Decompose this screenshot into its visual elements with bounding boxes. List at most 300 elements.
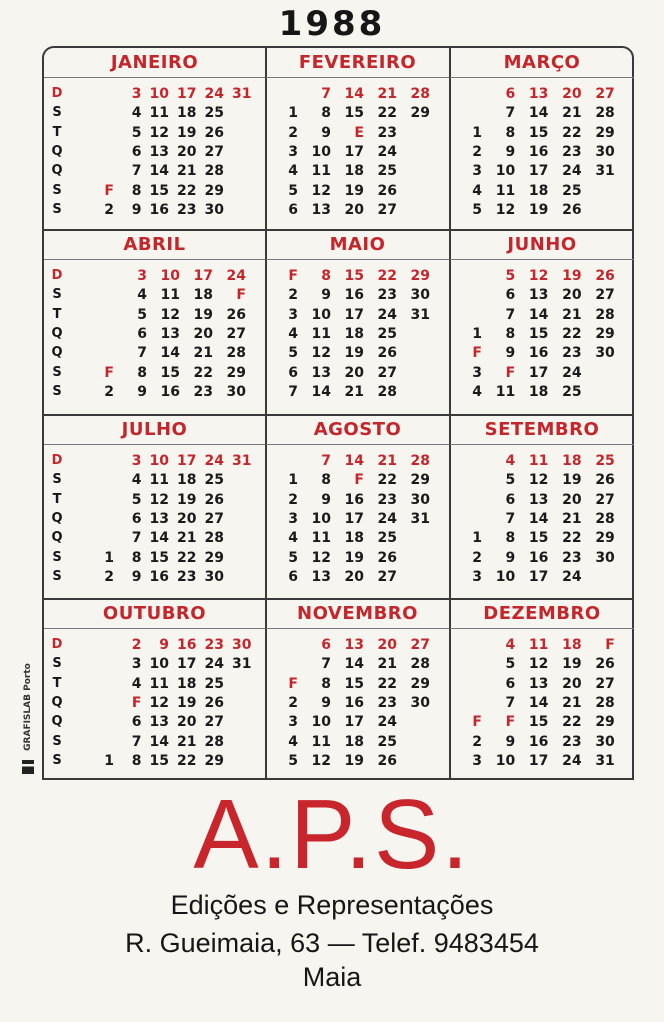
weekday-label: S (52, 549, 62, 565)
month-name: DEZEMBRO (483, 603, 601, 624)
day-cell: 29 (595, 124, 615, 141)
day-cell: 19 (193, 306, 213, 323)
weekday-label: S (52, 656, 62, 672)
weekday-label: T (52, 124, 62, 140)
day-cell: 14 (160, 345, 180, 362)
day-cell: 30 (595, 345, 615, 362)
day-cell: 27 (204, 714, 224, 731)
day-cell: 16 (344, 491, 364, 508)
day-cell: 23 (377, 694, 397, 711)
month-name: MAIO (329, 234, 386, 255)
day-cell: 23 (177, 568, 197, 585)
day-cell: F (505, 364, 516, 381)
day-cell: 4 (505, 453, 516, 469)
day-cell: 6 (131, 510, 142, 527)
month-name: JULHO (121, 419, 188, 440)
day-cell: 21 (377, 656, 397, 673)
day-cell: 5 (131, 124, 142, 141)
day-cell: 16 (528, 143, 549, 160)
day-cell: 3 (472, 568, 482, 585)
day-cell: 6 (505, 675, 516, 692)
day-cell: 22 (377, 268, 397, 284)
day-cell: 26 (377, 752, 397, 769)
day-cell: 14 (149, 733, 169, 750)
day-cell: 21 (177, 163, 197, 180)
day-cell: 13 (311, 364, 331, 381)
month-name: AGOSTO (313, 419, 402, 440)
day-cell: 28 (595, 510, 615, 527)
day-cell: 29 (595, 714, 615, 731)
day-cell: 30 (204, 201, 224, 218)
weekday-label: Q (51, 510, 63, 526)
day-cell: 25 (377, 325, 397, 342)
day-cell: 1 (472, 530, 482, 547)
day-cell: 18 (344, 530, 364, 547)
day-cell: 25 (562, 383, 582, 400)
day-cell: 22 (562, 530, 582, 547)
day-cell: 16 (528, 345, 549, 362)
day-cell: 18 (528, 182, 549, 199)
day-cell: 4 (288, 163, 298, 180)
day-cell: 28 (410, 86, 430, 102)
day-cell: 8 (505, 530, 516, 547)
day-cell: 30 (232, 637, 252, 653)
day-cell: 20 (562, 287, 582, 304)
day-cell: 19 (562, 472, 582, 489)
day-cell: 31 (232, 86, 252, 102)
day-cell: 2 (288, 287, 298, 304)
month-fevereiro (266, 48, 449, 229)
day-cell: 1 (104, 549, 114, 566)
day-cell: 25 (204, 675, 224, 692)
day-cell: 18 (344, 163, 364, 180)
day-cell: 3 (131, 656, 142, 673)
day-cell: 25 (377, 530, 397, 547)
day-cell: 19 (177, 124, 197, 141)
day-cell: 1 (472, 325, 482, 342)
day-cell: 17 (344, 143, 364, 160)
day-cell: 29 (595, 325, 615, 342)
day-cell: 4 (137, 287, 147, 304)
day-cell: 21 (562, 694, 582, 711)
day-cell: 15 (160, 364, 180, 381)
day-cell: 6 (131, 714, 142, 731)
day-cell: 8 (131, 182, 142, 199)
day-cell: 22 (377, 105, 397, 122)
day-cell: 8 (137, 364, 147, 381)
day-cell: 21 (562, 510, 582, 527)
day-cell: 9 (505, 143, 516, 160)
day-cell: 24 (377, 143, 397, 160)
day-cell: 2 (472, 733, 482, 750)
day-cell: 9 (131, 568, 142, 585)
day-cell: 5 (137, 306, 147, 323)
day-cell: 25 (595, 453, 615, 469)
day-cell: 24 (204, 656, 224, 673)
day-cell: 23 (562, 143, 582, 160)
day-cell: 28 (204, 733, 224, 750)
day-cell: 16 (344, 287, 364, 304)
day-cell: 4 (288, 733, 298, 750)
day-cell: 3 (131, 86, 142, 102)
day-cell: 10 (149, 86, 169, 102)
day-cell: 12 (311, 549, 331, 566)
day-cell: 5 (131, 491, 142, 508)
day-cell: 30 (204, 568, 224, 585)
day-cell: 24 (562, 364, 582, 381)
day-cell: 7 (321, 453, 331, 469)
day-cell: 3 (288, 143, 298, 160)
day-cell: 31 (595, 163, 615, 180)
day-cell: 6 (505, 86, 516, 102)
day-cell: 23 (377, 124, 397, 141)
day-cell: 19 (344, 345, 364, 362)
day-cell: 10 (160, 268, 180, 284)
day-cell: 15 (344, 675, 364, 692)
day-cell: 26 (595, 268, 615, 284)
day-cell: 14 (528, 105, 549, 122)
day-cell: 11 (495, 182, 516, 199)
day-cell: 28 (595, 306, 615, 323)
day-cell: 31 (232, 656, 252, 673)
day-cell: 29 (410, 675, 430, 692)
day-cell: 6 (131, 143, 142, 160)
weekday-label: Q (51, 694, 63, 710)
day-cell: F (505, 714, 516, 731)
day-cell: 16 (160, 383, 180, 400)
day-cell: 19 (177, 491, 197, 508)
day-cell: 8 (505, 325, 516, 342)
day-cell: 14 (344, 656, 364, 673)
day-cell: 13 (149, 143, 169, 160)
day-cell: 20 (562, 491, 582, 508)
day-cell: 4 (131, 675, 142, 692)
day-cell: 27 (377, 364, 397, 381)
day-cell: 5 (505, 656, 516, 673)
weekday-label: S (52, 364, 62, 380)
day-cell: 1 (288, 105, 298, 122)
day-cell: 7 (505, 510, 516, 527)
month-dezembro (450, 599, 634, 780)
day-cell: 3 (472, 752, 482, 769)
day-cell: 15 (528, 325, 549, 342)
day-cell: 11 (311, 163, 331, 180)
day-cell: 20 (177, 714, 197, 731)
day-cell: 23 (377, 287, 397, 304)
day-cell: 25 (204, 472, 224, 489)
day-cell: 27 (226, 325, 246, 342)
day-cell: 11 (311, 325, 331, 342)
day-cell: 26 (204, 124, 224, 141)
day-cell: 30 (595, 549, 615, 566)
day-cell: 7 (321, 86, 331, 102)
weekday-label: D (51, 86, 63, 101)
day-cell: 1 (104, 752, 114, 769)
day-cell: 6 (288, 201, 298, 218)
day-cell: 20 (344, 201, 364, 218)
weekday-label: T (52, 306, 62, 322)
day-cell: 22 (177, 752, 197, 769)
day-cell: 30 (410, 287, 430, 304)
day-cell: 19 (177, 694, 197, 711)
day-cell: 8 (321, 472, 331, 489)
day-cell: 31 (232, 453, 252, 469)
day-cell: 23 (377, 491, 397, 508)
day-cell: 28 (377, 383, 397, 400)
printer-logo-icon (22, 760, 34, 774)
day-cell: 16 (528, 733, 549, 750)
day-cell: 12 (528, 656, 549, 673)
day-cell: 4 (131, 472, 142, 489)
day-cell: 2 (288, 694, 298, 711)
day-cell: 13 (311, 568, 331, 585)
day-cell: 20 (193, 325, 213, 342)
weekday-label: S (52, 568, 62, 584)
day-cell: F (472, 714, 482, 731)
day-cell: 18 (528, 383, 549, 400)
day-cell: 9 (321, 694, 331, 711)
day-cell: 8 (505, 124, 516, 141)
brand-tagline: Edições e Representações (170, 890, 494, 920)
weekday-label: Q (51, 143, 63, 159)
weekday-label: Q (51, 714, 63, 730)
day-cell: 11 (528, 453, 549, 469)
day-cell: F (104, 364, 114, 381)
day-cell: 28 (204, 530, 224, 547)
month-name: FEVEREIRO (298, 52, 417, 73)
month-name: JUNHO (507, 234, 577, 255)
day-cell: 31 (595, 752, 615, 769)
day-cell: 15 (149, 182, 169, 199)
day-cell: 23 (562, 549, 582, 566)
day-cell: 12 (160, 306, 180, 323)
day-cell: 7 (288, 383, 298, 400)
day-cell: 15 (528, 714, 549, 731)
day-cell: 20 (344, 568, 364, 585)
month-julho (44, 415, 265, 598)
day-cell: 9 (321, 124, 331, 141)
day-cell: 4 (288, 530, 298, 547)
day-cell: 16 (177, 637, 197, 653)
weekday-label: Q (51, 325, 63, 341)
day-cell: 4 (472, 182, 482, 199)
day-cell: 9 (131, 201, 142, 218)
day-cell: 17 (344, 510, 364, 527)
weekday-label: S (52, 383, 62, 399)
day-cell: 25 (562, 182, 582, 199)
day-cell: 8 (131, 549, 142, 566)
day-cell: 11 (495, 383, 516, 400)
day-cell: 22 (177, 182, 197, 199)
day-cell: 18 (177, 472, 197, 489)
brand-address: R. Gueimaia, 63 — Telef. 9483454 (125, 928, 539, 958)
day-cell: 24 (204, 86, 224, 102)
day-cell: E (354, 124, 364, 141)
day-cell: 12 (311, 182, 331, 199)
day-cell: 2 (104, 383, 114, 400)
day-cell: 12 (149, 694, 169, 711)
day-cell: 4 (131, 105, 142, 122)
day-cell: 26 (204, 694, 224, 711)
weekday-label: S (52, 752, 62, 768)
day-cell: 30 (595, 733, 615, 750)
day-cell: 14 (528, 694, 549, 711)
day-cell: 19 (344, 752, 364, 769)
day-cell: 22 (377, 675, 397, 692)
day-cell: 11 (528, 637, 549, 653)
weekday-label: D (51, 268, 63, 283)
day-cell: 22 (562, 124, 582, 141)
day-cell: 15 (149, 752, 169, 769)
month-name: MARÇO (503, 52, 581, 73)
day-cell: 7 (131, 733, 142, 750)
day-cell: 20 (177, 143, 197, 160)
day-cell: 25 (204, 105, 224, 122)
month-maio (266, 230, 449, 414)
month-name: OUTUBRO (102, 603, 207, 624)
brand-city: Maia (302, 962, 362, 992)
day-cell: 22 (177, 549, 197, 566)
day-cell: 26 (204, 491, 224, 508)
day-cell: 11 (311, 733, 331, 750)
day-cell: 13 (528, 287, 549, 304)
weekday-label: T (52, 491, 62, 507)
day-cell: 12 (149, 124, 169, 141)
day-cell: 10 (311, 714, 331, 731)
day-cell: 24 (377, 714, 397, 731)
day-cell: 29 (204, 752, 224, 769)
day-cell: 25 (377, 733, 397, 750)
day-cell: 5 (288, 345, 298, 362)
day-cell: 5 (472, 201, 482, 218)
month-junho (450, 230, 634, 414)
day-cell: 13 (149, 714, 169, 731)
day-cell: 16 (528, 549, 549, 566)
day-cell: 2 (131, 637, 142, 653)
day-cell: 14 (344, 86, 364, 102)
day-cell: 21 (193, 345, 213, 362)
day-cell: 7 (137, 345, 147, 362)
day-cell: 9 (505, 549, 516, 566)
day-cell: 3 (472, 163, 482, 180)
day-cell: 12 (149, 491, 169, 508)
day-cell: 27 (377, 201, 397, 218)
day-cell: 4 (288, 325, 298, 342)
day-cell: 27 (377, 568, 397, 585)
day-cell: 26 (377, 345, 397, 362)
day-cell: 9 (137, 383, 147, 400)
weekday-label: S (52, 733, 62, 749)
day-cell: 3 (288, 306, 298, 323)
day-cell: 24 (562, 163, 582, 180)
day-cell: 7 (505, 306, 516, 323)
day-cell: 5 (288, 549, 298, 566)
day-cell: 8 (131, 752, 142, 769)
day-cell: F (104, 182, 114, 199)
day-cell: F (288, 268, 298, 284)
day-cell: 30 (410, 491, 430, 508)
day-cell: 29 (226, 364, 246, 381)
day-cell: 13 (528, 675, 549, 692)
day-cell: 3 (288, 714, 298, 731)
day-cell: 13 (528, 86, 549, 102)
day-cell: 10 (495, 568, 516, 585)
day-cell: 2 (288, 491, 298, 508)
weekday-label: D (51, 637, 63, 652)
day-cell: 23 (177, 201, 197, 218)
weekday-label: S (52, 105, 62, 121)
month-outubro (44, 599, 265, 780)
printer-credit-text: GRAFISLAB Porto (23, 663, 33, 751)
day-cell: 11 (149, 675, 169, 692)
month-março (450, 48, 634, 229)
day-cell: 28 (595, 694, 615, 711)
day-cell: 17 (193, 268, 213, 284)
day-cell: 3 (131, 453, 142, 469)
day-cell: 23 (562, 345, 582, 362)
day-cell: 10 (495, 163, 516, 180)
day-cell: 24 (562, 752, 582, 769)
weekday-label: T (52, 675, 62, 691)
day-cell: 27 (204, 143, 224, 160)
day-cell: 17 (177, 656, 197, 673)
day-cell: 2 (288, 124, 298, 141)
weekday-label: Q (51, 530, 63, 546)
day-cell: 27 (204, 510, 224, 527)
day-cell: 7 (505, 694, 516, 711)
day-cell: 20 (562, 675, 582, 692)
day-cell: 31 (410, 306, 430, 323)
day-cell: 9 (321, 287, 331, 304)
brand-logo: A.P.S. (193, 779, 471, 889)
day-cell: 5 (505, 268, 516, 284)
month-abril (44, 230, 265, 414)
day-cell: 24 (377, 510, 397, 527)
day-cell: 16 (149, 568, 169, 585)
day-cell: 19 (528, 201, 549, 218)
day-cell: 23 (193, 383, 213, 400)
day-cell: 27 (595, 675, 615, 692)
day-cell: 31 (410, 510, 430, 527)
day-cell: 14 (149, 530, 169, 547)
day-cell: 12 (311, 345, 331, 362)
day-cell: 11 (311, 530, 331, 547)
day-cell: 24 (562, 568, 582, 585)
day-cell: 1 (472, 124, 482, 141)
day-cell: 26 (562, 201, 582, 218)
weekday-label: Q (51, 345, 63, 361)
day-cell: 14 (344, 453, 364, 469)
day-cell: 8 (321, 268, 331, 284)
day-cell: 10 (311, 306, 331, 323)
day-cell: 4 (472, 383, 482, 400)
day-cell: 25 (377, 163, 397, 180)
day-cell: F (354, 472, 364, 489)
day-cell: 14 (528, 306, 549, 323)
day-cell: 14 (149, 163, 169, 180)
weekday-label: S (52, 472, 62, 488)
day-cell: 11 (160, 287, 180, 304)
day-cell: 3 (137, 268, 147, 284)
day-cell: 15 (528, 124, 549, 141)
day-cell: 10 (311, 143, 331, 160)
day-cell: 12 (528, 268, 549, 284)
day-cell: 9 (505, 345, 516, 362)
day-cell: 7 (505, 105, 516, 122)
weekday-label: S (52, 287, 62, 303)
day-cell: 19 (562, 656, 582, 673)
day-cell: 11 (149, 472, 169, 489)
